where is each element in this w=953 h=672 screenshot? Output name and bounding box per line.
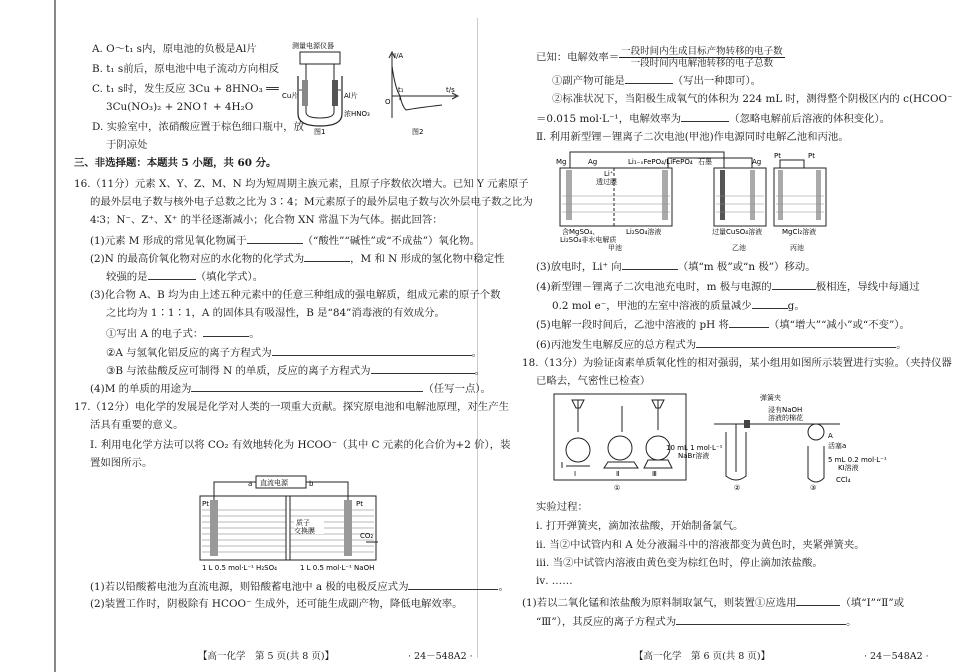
answer-blank[interactable] (272, 344, 472, 356)
q16-part2-cont: 较强的是 （填化学式）。 (106, 268, 263, 284)
fig4-sol-b: Li₂SO₄溶液 (626, 228, 662, 236)
figure-2-current-graph (382, 48, 462, 138)
answer-blank[interactable] (676, 613, 846, 625)
fig3-left-solution: 1 L 0.5 mol·L⁻¹ H₂SO₄ (202, 564, 277, 572)
fig3-right-solution: 1 L 0.5 mol·L⁻¹ NaOH (300, 564, 375, 572)
fig3-b-label: b (309, 480, 314, 488)
answer-blank[interactable] (191, 380, 423, 392)
fig5-label-a: A (828, 432, 833, 440)
fig5-ki-2: KI溶液 (838, 464, 859, 472)
q16-stem-line2: 的最外层电子数与核外电子总数之比为 3∶4；M元素原子的最外层电子数与次外层电子数之比为 (90, 196, 533, 208)
q15-option-d-cont: 于阴凉处 (106, 139, 148, 151)
answer-blank[interactable] (371, 362, 475, 374)
fig1-caption: 图1 (314, 128, 326, 136)
page-6 (478, 0, 953, 672)
fig1-instrument-label: 测量电源仪器 (292, 42, 334, 50)
fig5-label-2: ② (734, 484, 741, 492)
q17-part4: (4)新型锂－锂离子二次电池充电时，m 极与电源的 极相连，导线中每通过 (536, 278, 920, 294)
fig4-pt2-label: Pt (808, 152, 815, 160)
q15-option-c-cont: 3Cu(NO₃)₂ + 2NO↑ + 4H₂O (106, 101, 254, 113)
fig4-ag2-label: Ag (752, 158, 762, 166)
figure-three-cells (556, 146, 838, 252)
answer-blank[interactable] (622, 258, 678, 270)
figure-halogen-apparatus (554, 392, 887, 492)
q15-option-b: B. t₁ s前后，原电池中电子流动方向相反 (92, 63, 280, 75)
fig4-sol-a1: 含MgSO₄、 (562, 228, 600, 236)
page-5-footer-title: 【高一化学 第 5 页(共 8 页)】 (198, 651, 335, 662)
q16-part1: (1)元素 M 形成的常见氧化物属于 （“酸性”“碱性”或“不成盐”）氧化物。 (90, 232, 480, 248)
fig5-ki-1: 5 mL 0.2 mol·L⁻¹ (828, 456, 887, 464)
fig3-membrane-1: 质子 (296, 519, 310, 527)
answer-blank[interactable] (625, 72, 673, 84)
page-6-footer-title: 【高一化学 第 6 页(共 8 页)】 (634, 651, 771, 662)
q17-stem-line2: 活具有重要的意义。 (90, 419, 184, 431)
q17-section1: Ⅰ. 利用电化学方法可以将 CO₂ 有效地转化为 HCOO⁻（其中 C 元素的化合价为+2 价），装 (90, 439, 511, 451)
answer-blank[interactable] (247, 232, 303, 244)
fig2-origin: O (385, 98, 391, 106)
answer-blank[interactable] (696, 336, 896, 348)
answer-blank[interactable] (752, 297, 788, 309)
fig4-graphite-label: 石墨 (698, 158, 712, 166)
q17-part2-2-cont: ＝0.015 mol·L⁻¹，电解效率为 （忽略电解前后溶液的体积变化）。 (536, 110, 890, 126)
fig5-cotton-1: 浸有NaOH (768, 406, 803, 414)
fig1-acid-label: 浓HNO₃ (344, 110, 370, 118)
fig4-ag1-label: Ag (588, 158, 598, 166)
q16-part3-line2: 之比均为 1∶1∶1，A 的固体具有吸湿性，B 是“84”消毒液的有效成分。 (106, 307, 445, 319)
q17-part1: (1)若以铅酸蓄电池为直流电源，则铅酸蓄电池中 a 极的电极反应式为 。 (90, 578, 509, 594)
q16-stem-line1: 16.（11分）元素 X、Y、Z、M、N 均为短周期主族元素，且原子序数依次增大。已知 Y 元素原子 (74, 178, 529, 190)
fig5-stopcock: 活塞a (828, 442, 847, 450)
q18-stem-line1: 18.（13分）为验证卤素单质氧化性的相对强弱，某小组用如图所示装置进行实验。（夹持仪器 (522, 357, 952, 369)
q18-procedure-heading: 实验过程： (536, 501, 588, 513)
answer-blank[interactable] (681, 110, 729, 122)
q17-section1-cont: 置如图所示。 (90, 457, 153, 469)
fig4-cap-jia: 甲池 (608, 244, 622, 252)
page-6-footer-code: · 24－548A2 · (864, 651, 929, 662)
q15-option-c: C. t₁ s时，发生反应 3Cu + 8HNO₃ ══ (92, 83, 279, 95)
q18-step-2: ⅱ. 当②中试管内和 A 处分液漏斗中的溶液都变为黄色时，夹紧弹簧夹。 (536, 539, 865, 551)
fig1-al-label: Al片 (344, 92, 358, 100)
q15-option-d: D. 实验室中，浓硝酸应置于棕色细口瓶中，放 (92, 121, 304, 133)
fig4-cap-bing: 丙池 (790, 244, 804, 252)
page-5-footer-code: · 24－548A2 · (408, 651, 473, 662)
fig5-ccl4: CCl₄ (836, 476, 851, 484)
fig3-pt-left: Pt (202, 500, 209, 508)
fig5-label-1: ① (614, 484, 621, 492)
q18-step-4: ⅳ. …… (536, 575, 573, 587)
section-3-heading: 三、非选择题：本题共 5 小题，共 60 分。 (74, 157, 277, 169)
fig3-power-label: 直流电源 (260, 479, 288, 487)
efficiency-fraction: $\frac{\text{一段时间内生成目标产物转移的电子数}}{\text{一段时间内电解池转移的电子总数}}$ (621, 46, 783, 69)
fig2-t1: t₁ (398, 86, 404, 94)
fig4-sol-d: MgCl₂溶液 (782, 228, 817, 236)
fig4-pt1-label: Pt (774, 152, 781, 160)
fig2-caption: 图2 (412, 128, 424, 136)
fig5-nabr-2: NaBr溶液 (678, 452, 710, 460)
fig4-mg-label: Mg (556, 158, 567, 166)
fig3-membrane-2: 交换膜 (294, 527, 315, 535)
answer-blank[interactable] (304, 250, 350, 262)
q17-section2: Ⅱ. 利用新型锂－锂离子二次电池(甲池)作电源同时电解乙池和丙池。 (536, 131, 849, 143)
answer-blank[interactable] (203, 325, 249, 337)
fig3-co2-label: CO₂ (360, 532, 374, 540)
q17-part4-cont: 0.2 mol e⁻，甲池的左室中溶液的质量减少 g。 (552, 297, 805, 313)
efficiency-definition: 已知：电解效率＝ $\frac{\text{一段时间内生成目标产物转移的电子数}}{\text{一段时间内电解池转移的电子总数}}$ (536, 46, 783, 69)
figure-1-galvanic-cell (282, 40, 374, 136)
fig3-pt-right: Pt (356, 500, 363, 508)
answer-blank[interactable] (148, 268, 196, 280)
fig4-sol-c: 过量CuSO₄溶液 (712, 228, 763, 236)
fig4-sol-a2: Li₂SO₄非水电解质 (560, 236, 617, 244)
q16-part3-3: ③B 与浓盐酸反应可制得 N 的单质，反应的离子方程式为 。 (106, 362, 485, 378)
q17-part5: (5)电解一段时间后，乙池中溶液的 pH 将 （填“增大”“减小”或“不变”）。 (536, 316, 910, 332)
fig4-lipo-label: Li₁₋ₓFePO₄/LiFePO₄ (628, 158, 693, 166)
q17-part2-2: ②标准状况下，当阳极生成氧气的体积为 224 mL 时，测得整个阴极区内的 c(HCOO⁻ (552, 93, 953, 105)
q18-step-3: ⅲ. 当②中试管内溶液由黄色变为棕红色时，停止滴加浓盐酸。 (536, 557, 823, 569)
q17-stem-line1: 17.（12分）电化学的发展是化学对人类的一项重大贡献。探究原电池和电解池原理，对生产生 (74, 401, 509, 413)
fig5-nabr-1: 10 mL 1 mol·L⁻¹ (666, 444, 723, 452)
fig5-app-i: Ⅰ (574, 470, 577, 478)
q16-part4: (4)M 的单质的用途为 （任写一点）。 (90, 380, 491, 396)
q17-part2: (2)装置工作时，阴极除有 HCOO⁻ 生成外，还可能生成副产物，降低电解效率。 (90, 598, 463, 610)
q16-part3-1: ①写出 A 的电子式： 。 (106, 325, 260, 341)
q15-option-a: A. O～t₁ s内，原电池的负极是Al片 (92, 43, 257, 55)
answer-blank[interactable] (729, 316, 769, 328)
q17-part6: (6)丙池发生电解反应的总方程式为 。 (536, 336, 907, 352)
fig5-cotton-2: 溶液的棉花 (768, 414, 803, 422)
q16-part3: (3)化合物 A、B 均为由上述五种元素中的任意三种组成的强电解质，组成元素的原子个数 (90, 289, 501, 301)
fig1-cu-label: Cu片 (282, 92, 299, 100)
q16-part2: (2)N 的最高价氧化物对应的水化物的化学式为 ，M 和 N 形成的氢化物中稳定性 (90, 250, 504, 266)
q16-stem-line3: 4∶3；N⁻、Z⁺、X⁺ 的半径逐渐减小；化合物 XN 常温下为气体。据此回答： (90, 214, 443, 226)
q17-part3: (3)放电时，Li⁺ 向 （填“m 极”或“n 极”）移动。 (536, 258, 816, 274)
figure-co2-electrolysis (196, 474, 382, 574)
q18-part1-cont: “Ⅲ”），其反应的离子方程式为 。 (536, 613, 857, 629)
fig5-clamp: 弹簧夹 (760, 394, 781, 402)
fig2-xlabel: t/s (446, 86, 455, 94)
fig4-cap-yi: 乙池 (732, 244, 746, 252)
answer-blank[interactable] (772, 278, 816, 290)
fig2-ylabel: I/A (394, 52, 404, 60)
fig5-label-3: ③ (810, 484, 817, 492)
q17-part2-1: ①副产物可能是 （写出一种即可）。 (552, 72, 761, 88)
fig3-a-label: a (248, 480, 253, 488)
q16-part3-2: ②A 与氢氧化铝反应的离子方程式为 。 (106, 344, 482, 360)
q18-stem-line2: 已略去，气密性已检查） (536, 375, 651, 387)
q18-part1: (1)若以二氧化锰和浓盐酸为原料制取氯气，则装置①应选用 （填“Ⅰ”“Ⅱ”或 (522, 594, 904, 610)
fig5-app-iii: Ⅲ (652, 470, 657, 478)
q18-step-1: ⅰ. 打开弹簧夹，滴加浓盐酸，开始制备氯气。 (536, 520, 744, 532)
answer-blank[interactable] (796, 594, 840, 606)
fig4-li-membrane: 透过膜 (596, 178, 617, 186)
fig5-app-ii: Ⅱ (616, 470, 620, 478)
fig4-li-label: Li⁺ (604, 170, 614, 178)
